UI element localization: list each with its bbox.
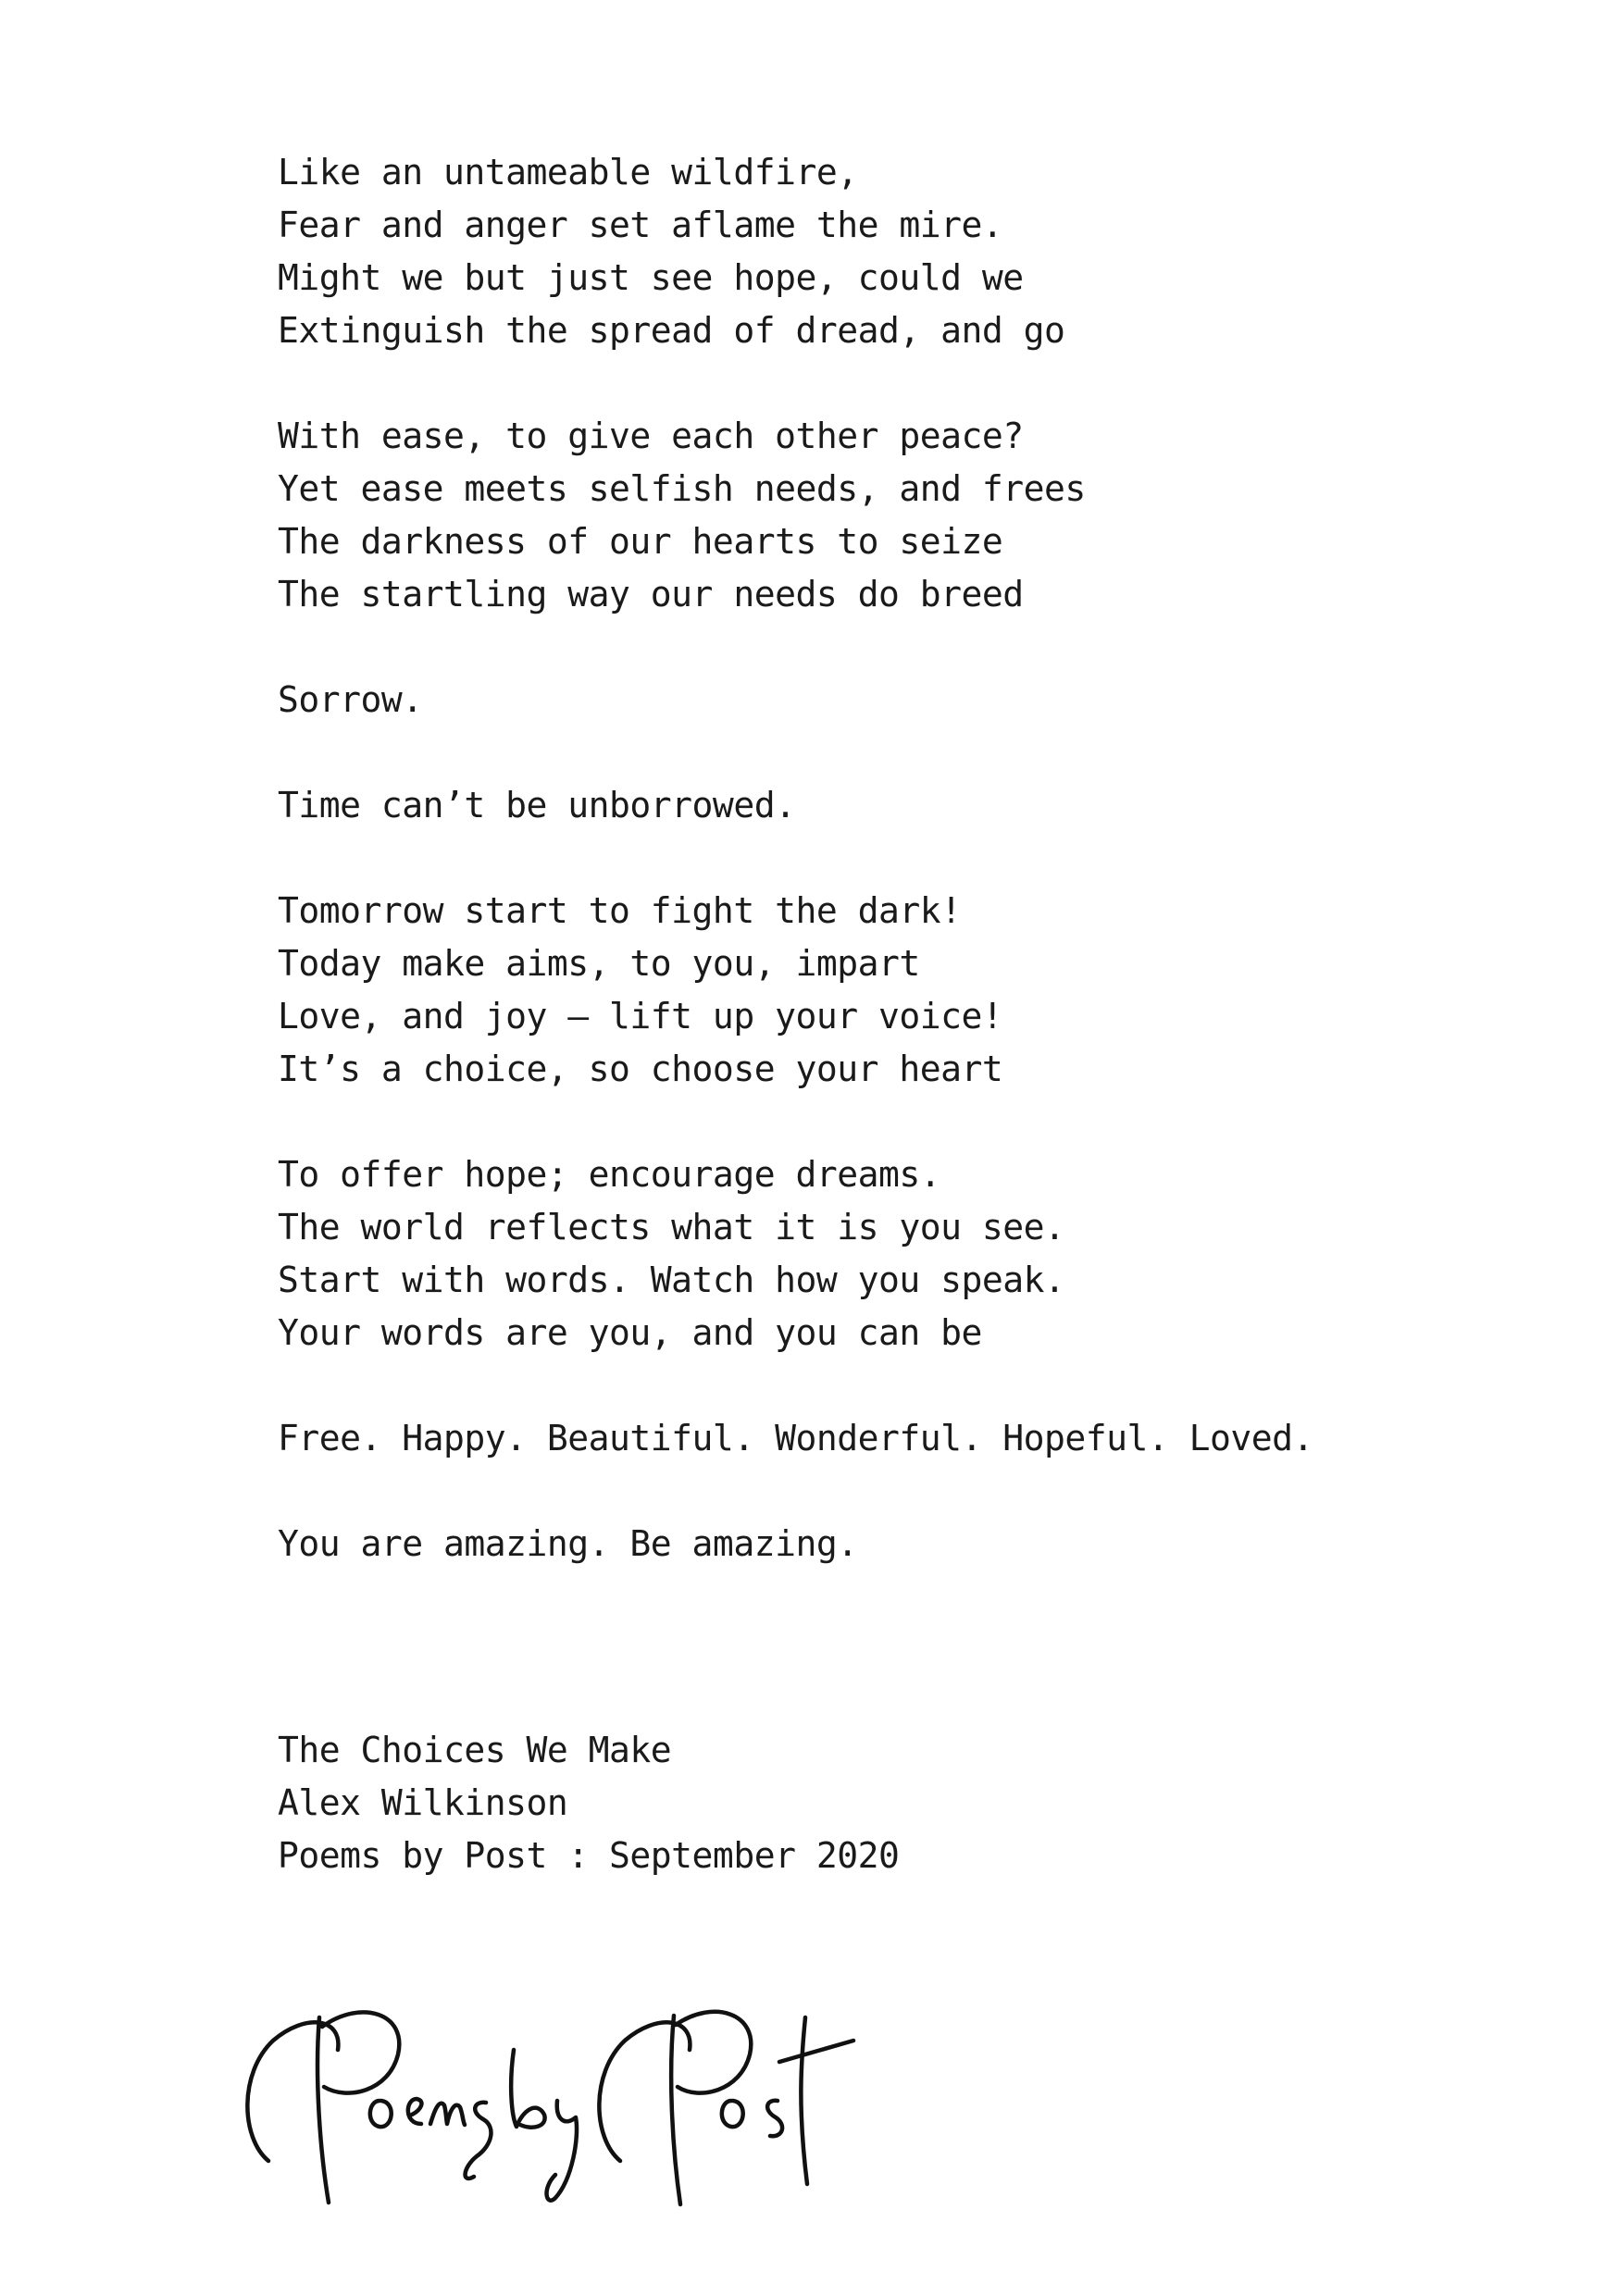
poem-line: Fear and anger set aflame the mire. xyxy=(278,205,1003,245)
poem-line: Today make aims, to you, impart xyxy=(278,943,920,984)
poem-line: Yet ease meets selfish needs, and frees xyxy=(278,468,1086,509)
poem-line: Extinguish the spread of dread, and go xyxy=(278,310,1065,351)
poem-line: It’s a choice, so choose your heart xyxy=(278,1049,1003,1089)
poem-line: Tomorrow start to fight the dark! xyxy=(278,890,962,931)
stanza xyxy=(278,1412,1481,1465)
poem-line: To offer hope; encourage dreams. xyxy=(278,1154,941,1195)
stanza xyxy=(278,146,1481,357)
stanza xyxy=(278,779,1481,832)
poem-credits xyxy=(278,1724,899,1882)
poem-line: Like an untameable wildfire, xyxy=(278,152,858,192)
poem-line: Sorrow. xyxy=(278,679,423,720)
stanza xyxy=(278,1148,1481,1359)
poem-line: Love, and joy – lift up your voice! xyxy=(278,996,1003,1036)
poem-line: Free. Happy. Beautiful. Wonderful. Hopeful. Loved. xyxy=(278,1418,1313,1458)
poem-line: The startling way our needs do breed xyxy=(278,574,1024,614)
poem-series: Poems by Post : September 2020 xyxy=(278,1835,900,1876)
poem-line: You are amazing. Be amazing. xyxy=(278,1523,858,1564)
stanza xyxy=(278,674,1481,726)
poem-line: The world reflects what it is you see. xyxy=(278,1207,1065,1247)
poem-line: Might we but just see hope, could we xyxy=(278,257,1024,298)
poem-line: Your words are you, and you can be xyxy=(278,1312,982,1353)
poem-title: The Choices We Make xyxy=(278,1730,672,1770)
stanza xyxy=(278,885,1481,1096)
poem-author: Alex Wilkinson xyxy=(278,1782,568,1823)
poems-by-post-signature-logo xyxy=(231,1962,861,2212)
stanza xyxy=(278,1518,1481,1570)
poem-line: With ease, to give each other peace? xyxy=(278,416,1024,456)
poem-line: The darkness of our hearts to seize xyxy=(278,521,1003,562)
signature-icon xyxy=(231,1962,861,2212)
poem-line: Start with words. Watch how you speak. xyxy=(278,1260,1065,1300)
poem-body xyxy=(278,146,1481,1623)
poem-line: Time can’t be unborrowed. xyxy=(278,785,796,825)
stanza xyxy=(278,410,1481,621)
